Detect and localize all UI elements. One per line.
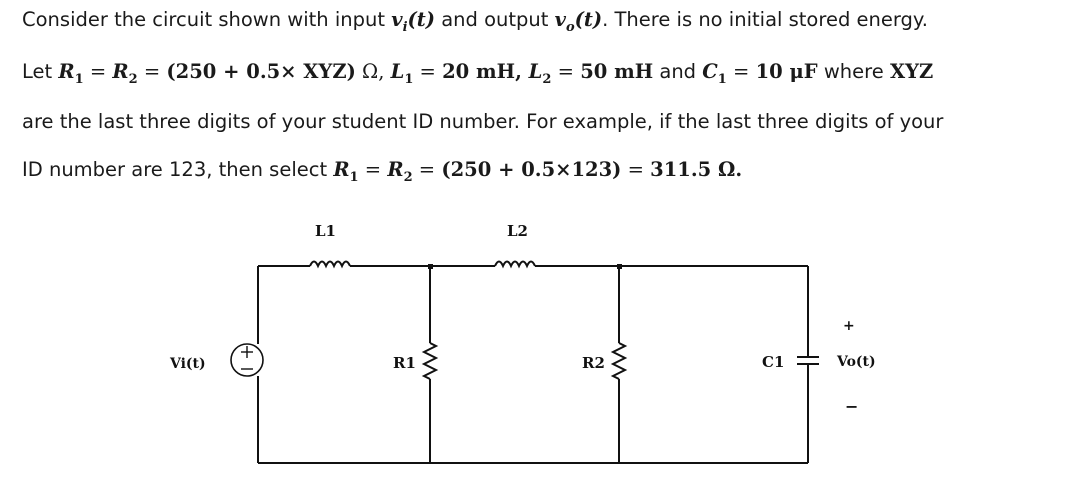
text: and output xyxy=(435,8,555,31)
text: ID number are 123, then select xyxy=(22,158,334,181)
l1-symbol: L xyxy=(390,60,405,83)
vi-label: Vi(t) xyxy=(170,356,206,372)
l2-symbol: L xyxy=(528,60,543,83)
text: Consider the circuit shown with input xyxy=(22,8,392,31)
vo-argument: (t) xyxy=(574,8,603,31)
equals: = xyxy=(412,158,442,181)
r2-symbol: R xyxy=(112,60,129,83)
r2-resistor xyxy=(613,343,625,379)
equals: = xyxy=(83,60,113,83)
r1-subscript: 1 xyxy=(349,169,359,185)
l2-label: L2 xyxy=(507,222,528,240)
r1-label: R1 xyxy=(393,354,416,372)
r2-symbol: R xyxy=(387,158,404,181)
ohm-unit: Ω, xyxy=(355,60,391,83)
l1-inductor xyxy=(310,262,350,267)
junction-dot xyxy=(617,264,622,269)
r1-symbol: R xyxy=(333,158,350,181)
text: where xyxy=(817,60,890,83)
c1-symbol: C xyxy=(702,60,718,83)
c1-value: 10 μF xyxy=(755,60,818,83)
vo-subscript: o xyxy=(565,19,575,35)
l2-inductor xyxy=(495,262,535,267)
c1-label: C1 xyxy=(762,353,785,371)
vo-symbol: v xyxy=(554,8,566,31)
l1-value: 20 mH, xyxy=(442,60,529,83)
vi-symbol: v xyxy=(391,8,403,31)
text: . There is no initial stored energy. xyxy=(602,8,928,31)
r2-subscript: 2 xyxy=(403,169,413,185)
equals: = xyxy=(551,60,581,83)
resistance-expression: (250 + 0.5× XYZ) xyxy=(166,60,356,83)
r2-subscript: 2 xyxy=(128,71,138,87)
l1-label: L1 xyxy=(315,222,336,240)
voltage-source-icon xyxy=(231,344,263,376)
vi-subscript: i xyxy=(402,19,408,35)
r1-symbol: R xyxy=(58,60,75,83)
text: Let xyxy=(22,60,59,83)
vo-plus-sign: + xyxy=(843,318,855,334)
l1-subscript: 1 xyxy=(404,71,414,87)
vo-minus-sign: − xyxy=(845,397,859,416)
example-result: 311.5 Ω. xyxy=(650,158,743,181)
l2-value: 50 mH xyxy=(580,60,654,83)
vi-argument: (t) xyxy=(407,8,435,31)
equals: = xyxy=(137,60,167,83)
r2-label: R2 xyxy=(582,354,605,372)
junction-dot xyxy=(428,264,433,269)
r1-subscript: 1 xyxy=(74,71,84,87)
text: are the last three digits of your student ID number. For example, if the last three digits of your xyxy=(22,110,944,133)
equals: = xyxy=(413,60,443,83)
xyz-symbol: XYZ xyxy=(889,60,934,83)
r1-resistor xyxy=(424,343,436,379)
text: and xyxy=(653,60,703,83)
vo-label: Vo(t) xyxy=(837,354,876,370)
equals: = xyxy=(621,158,651,181)
equals: = xyxy=(726,60,756,83)
equals: = xyxy=(358,158,388,181)
example-expression: (250 + 0.5×123) xyxy=(441,158,622,181)
c1-subscript: 1 xyxy=(717,71,727,87)
l2-subscript: 2 xyxy=(542,71,552,87)
